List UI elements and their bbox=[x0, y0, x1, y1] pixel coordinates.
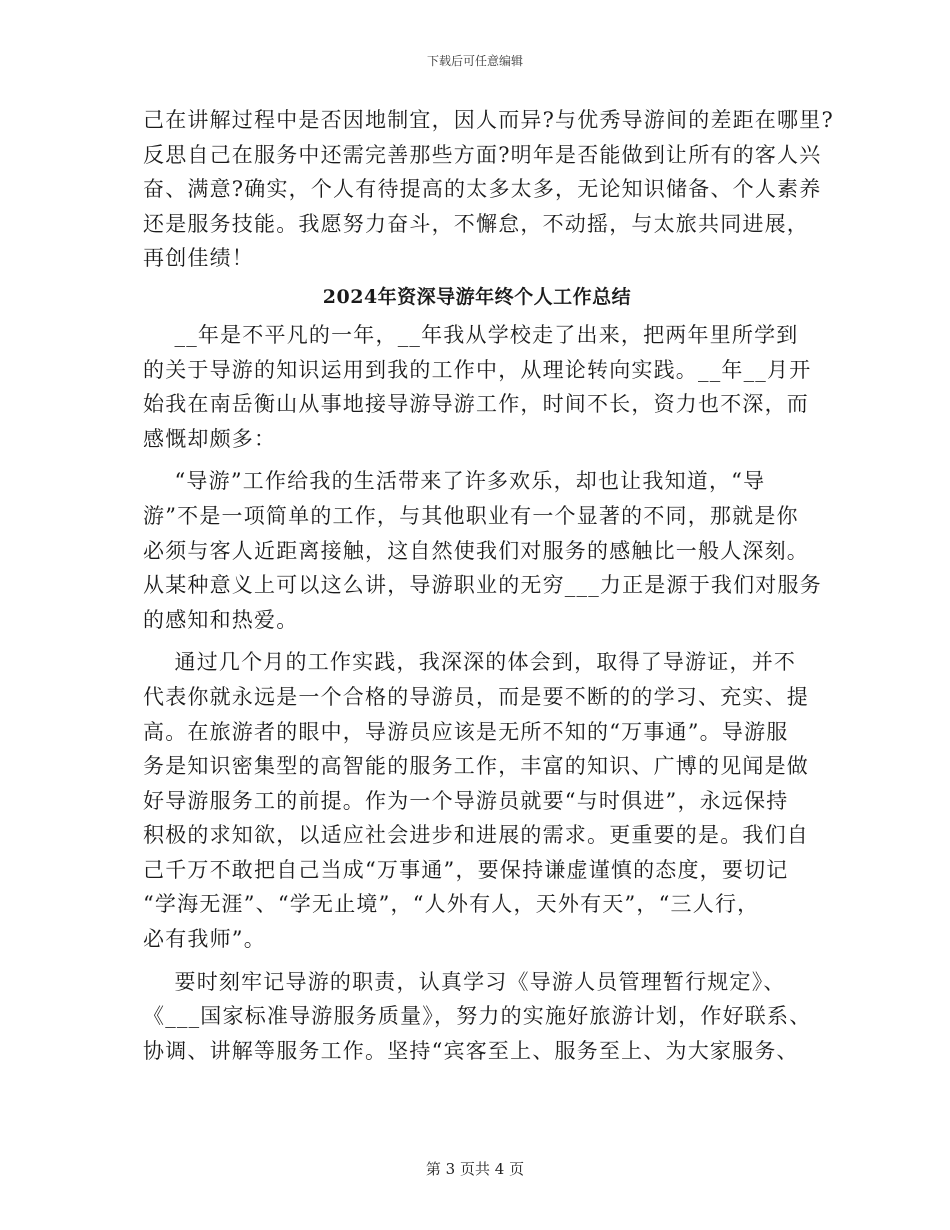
text-line: 再创佳绩！ bbox=[143, 246, 254, 271]
text-line: 代表你就永远是一个合格的导游员，而是要不断的的学习、充实、提 bbox=[143, 684, 809, 709]
text-line: 《___国家标准导游服务质量》，努力的实施好旅游计划，作好联系、 bbox=[143, 1004, 812, 1029]
text-line: 必须与客人近距离接触，这自然使我们对服务的感触比一般人深刻。 bbox=[143, 538, 809, 563]
text-line: 务是知识密集型的高智能的服务工作，丰富的知识、广博的见闻是做 bbox=[143, 754, 809, 779]
text-line: 还是服务技能。我愿努力奋斗，不懈怠，不动摇，与太旅共同进展， bbox=[143, 211, 809, 236]
text-line: 要时刻牢记导游的职责，认真学习《导游人员管理暂行规定》、 bbox=[143, 969, 786, 994]
text-line: 的感知和热爱。 bbox=[143, 607, 299, 632]
text-line: 反思自己在服务中还需完善那些方面?明年是否能做到让所有的客人兴 bbox=[143, 142, 822, 167]
text-line: 感慨却颇多： bbox=[143, 426, 277, 451]
text-line: 始我在南岳衡山从事地接导游导游工作，时间不长，资力也不深，而 bbox=[143, 392, 809, 417]
text-line: 的关于导游的知识运用到我的工作中，从理论转向实践。__年__月开 bbox=[143, 357, 812, 382]
text-line: __年是不平凡的一年，__年我从学校走了出来，把两年里所学到 bbox=[143, 322, 799, 347]
text-line: 必有我师”。 bbox=[143, 927, 266, 952]
text-line: “学海无涯”、“学无止境”，“人外有人，天外有天”，“三人行， bbox=[143, 892, 760, 917]
text-line: 通过几个月的工作实践，我深深的体会到，取得了导游证，并不 bbox=[143, 650, 797, 675]
paragraph-1 bbox=[143, 318, 811, 456]
paragraph-3 bbox=[143, 645, 811, 956]
paragraph-2 bbox=[143, 464, 822, 637]
document-title: 2024年资深导游年终个人工作总结 bbox=[322, 285, 632, 308]
page-header: 下载后可任意编辑 bbox=[426, 54, 523, 68]
text-line: 从某种意义上可以这么讲，导游职业的无穷___力正是源于我们对服务 bbox=[143, 573, 822, 598]
paragraph-4 bbox=[143, 965, 811, 1069]
text-line: 游”不是一项简单的工作，与其他职业有一个显著的不同，那就是你 bbox=[143, 503, 799, 528]
text-line: 奋、满意?确实，个人有待提高的太多太多，无论知识储备、个人素养 bbox=[143, 177, 822, 202]
page-footer: 第 3 页共 4 页 bbox=[425, 1160, 525, 1178]
text-line: 高。在旅游者的眼中，导游员应该是无所不知的“万事通”。导游服 bbox=[143, 719, 789, 744]
text-line: “导游”工作给我的生活带来了许多欢乐，却也让我知道，“导 bbox=[143, 469, 766, 494]
text-line: 好导游服务工的前提。作为一个导游员就要“与时俱进”，永远保持 bbox=[143, 788, 789, 813]
text-line: 己千万不敢把自己当成“万事通”，要保持谦虚谨慎的态度，要切记 bbox=[143, 857, 789, 882]
text-line: 协调、讲解等服务工作。坚持“宾客至上、服务至上、为大家服务、 bbox=[143, 1038, 799, 1063]
text-line: 己在讲解过程中是否因地制宜，因人而异?与优秀导游间的差距在哪里? bbox=[143, 108, 834, 132]
document-body bbox=[143, 103, 834, 1068]
text-line: 积极的求知欲，以适应社会进步和进展的需求。更重要的是。我们自 bbox=[143, 823, 809, 848]
previous-section-text bbox=[143, 103, 834, 276]
